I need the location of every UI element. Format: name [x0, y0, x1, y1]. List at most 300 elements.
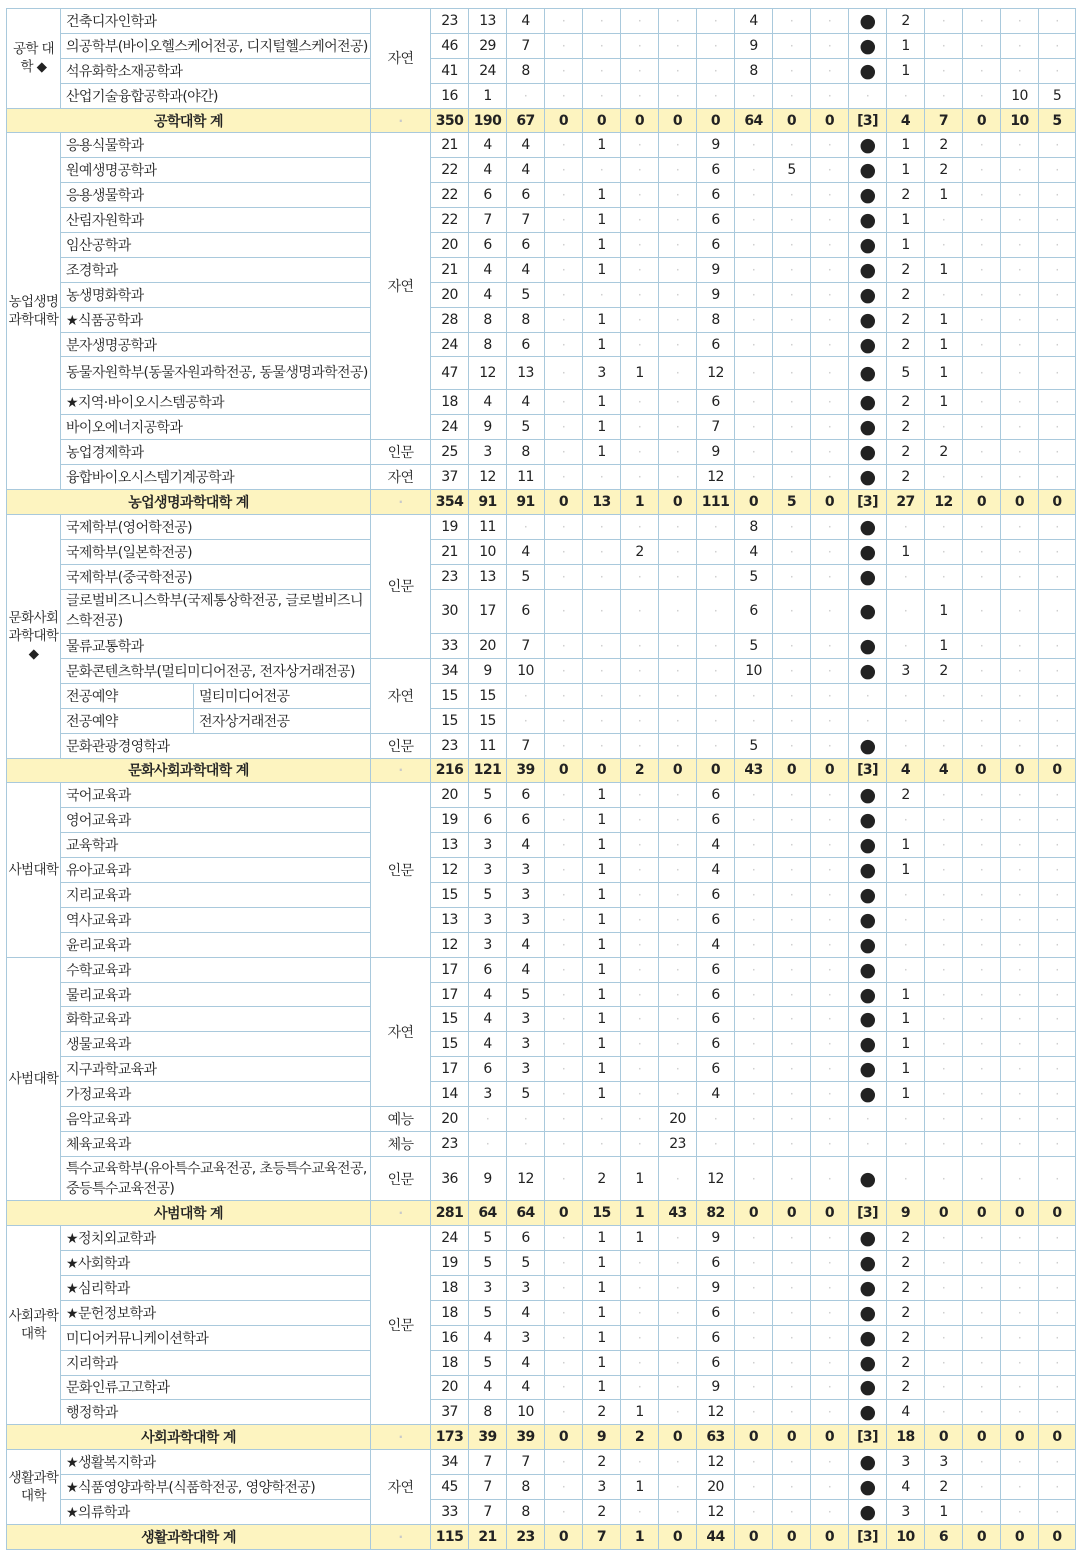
empty-cell: ·	[659, 9, 697, 34]
empty-cell: ·	[697, 9, 735, 34]
empty-cell: ·	[773, 233, 811, 258]
empty-cell: ·	[963, 783, 1001, 808]
empty-cell: ·	[1001, 133, 1039, 158]
quota-cell: 1	[621, 1400, 659, 1425]
empty-cell: ·	[659, 1275, 697, 1300]
empty-cell: ·	[1039, 1375, 1076, 1400]
total-cell: 0	[773, 1524, 811, 1549]
department-name-cell: 전공예약	[61, 683, 194, 708]
empty-cell: ·	[735, 1400, 773, 1425]
quota-cell: 6	[697, 332, 735, 357]
total-cell: 0	[963, 758, 1001, 783]
empty-cell: ·	[659, 957, 697, 982]
track-cell: 자연	[371, 465, 431, 490]
empty-cell: ·	[773, 1007, 811, 1032]
empty-cell: ·	[925, 415, 963, 440]
empty-cell: ·	[659, 883, 697, 908]
empty-cell: ·	[887, 907, 925, 932]
empty-cell: ·	[659, 808, 697, 833]
empty-cell: ·	[545, 33, 583, 58]
empty-cell: ·	[849, 1107, 887, 1132]
table-row	[7, 357, 1076, 390]
quota-cell: 8	[469, 307, 507, 332]
empty-cell: ·	[545, 957, 583, 982]
empty-cell: ·	[545, 1450, 583, 1475]
empty-cell: ·	[621, 907, 659, 932]
empty-cell: ·	[925, 9, 963, 34]
empty-cell: ·	[811, 683, 849, 708]
selection-mark: ●	[849, 440, 887, 465]
empty-cell: ·	[773, 307, 811, 332]
selection-mark: ●	[849, 357, 887, 390]
empty-cell: ·	[1039, 858, 1076, 883]
empty-cell: ·	[1001, 883, 1039, 908]
selection-mark: ●	[849, 589, 887, 634]
empty-cell: ·	[925, 1375, 963, 1400]
empty-cell: ·	[545, 883, 583, 908]
empty-cell: ·	[773, 390, 811, 415]
empty-cell: ·	[697, 1131, 735, 1156]
quota-cell: 23	[659, 1131, 697, 1156]
quota-cell: 6	[469, 957, 507, 982]
quota-cell: 6	[507, 332, 545, 357]
selection-mark: ●	[849, 1400, 887, 1425]
quota-cell: 4	[469, 1007, 507, 1032]
empty-cell: ·	[697, 683, 735, 708]
empty-cell: ·	[811, 883, 849, 908]
department-name-cell: 융합바이오시스템기계공학과	[61, 465, 371, 490]
selection-mark: ●	[849, 58, 887, 83]
empty-cell: ·	[1001, 440, 1039, 465]
quota-cell: 22	[431, 183, 469, 208]
empty-cell: ·	[925, 808, 963, 833]
empty-cell: ·	[963, 1082, 1001, 1107]
track-cell: 자연	[371, 133, 431, 440]
selection-mark: ●	[849, 415, 887, 440]
empty-cell: ·	[545, 1499, 583, 1524]
table-row	[7, 1156, 1076, 1201]
quota-cell: 1	[925, 390, 963, 415]
quota-cell: 4	[507, 133, 545, 158]
empty-cell: ·	[773, 33, 811, 58]
selection-mark: ●	[849, 465, 887, 490]
empty-cell: ·	[621, 1107, 659, 1132]
quota-cell: 1	[583, 1350, 621, 1375]
total-cell: 39	[469, 1425, 507, 1450]
total-cell: [3]	[849, 108, 887, 133]
empty-cell: ·	[735, 683, 773, 708]
table-row	[7, 1350, 1076, 1375]
quota-cell: 18	[431, 1275, 469, 1300]
track-cell: 인문	[371, 440, 431, 465]
total-cell: 0	[735, 490, 773, 515]
quota-cell: 2	[887, 783, 925, 808]
total-cell: 216	[431, 758, 469, 783]
empty-cell: ·	[1039, 907, 1076, 932]
table-row	[7, 58, 1076, 83]
empty-cell: ·	[1001, 307, 1039, 332]
empty-cell: ·	[963, 33, 1001, 58]
quota-cell: 6	[697, 1325, 735, 1350]
empty-cell: ·	[963, 440, 1001, 465]
total-cell: [3]	[849, 1425, 887, 1450]
quota-cell: 8	[469, 1400, 507, 1425]
empty-cell: ·	[1039, 1032, 1076, 1057]
empty-cell: ·	[1039, 33, 1076, 58]
empty-cell: ·	[659, 1375, 697, 1400]
quota-cell: 2	[887, 1226, 925, 1251]
quota-cell: 34	[431, 1450, 469, 1475]
empty-cell: ·	[887, 733, 925, 758]
quota-cell: 5	[469, 1226, 507, 1251]
quota-cell: 20	[431, 1107, 469, 1132]
quota-cell: 9	[697, 440, 735, 465]
quota-cell: 1	[887, 158, 925, 183]
empty-cell: ·	[583, 9, 621, 34]
empty-cell: ·	[659, 783, 697, 808]
empty-cell: ·	[1001, 1131, 1039, 1156]
track-cell: 인문	[371, 1226, 431, 1425]
empty-cell: ·	[925, 1007, 963, 1032]
empty-cell: ·	[1039, 357, 1076, 390]
empty-cell: ·	[773, 1226, 811, 1251]
quota-cell: 5	[1039, 83, 1076, 108]
quota-cell: 2	[925, 440, 963, 465]
empty-cell: ·	[545, 982, 583, 1007]
selection-mark: ●	[849, 1450, 887, 1475]
empty-cell: ·	[1001, 932, 1039, 957]
empty-cell: ·	[963, 357, 1001, 390]
empty-cell: ·	[735, 415, 773, 440]
empty-cell: ·	[659, 307, 697, 332]
empty-cell: ·	[735, 1057, 773, 1082]
department-name-cell: ★식품공학과	[61, 307, 371, 332]
empty-cell: ·	[811, 83, 849, 108]
empty-cell: ·	[773, 858, 811, 883]
department-name-cell: 영어교육과	[61, 808, 371, 833]
quota-cell: 2	[887, 390, 925, 415]
empty-cell: ·	[1039, 58, 1076, 83]
selection-mark: ●	[849, 1226, 887, 1251]
quota-cell: 12	[697, 1400, 735, 1425]
empty-cell: ·	[773, 1450, 811, 1475]
track-cell: 자연	[371, 957, 431, 1106]
total-cell: 0	[659, 108, 697, 133]
empty-cell: ·	[621, 307, 659, 332]
empty-cell: ·	[583, 658, 621, 683]
empty-cell: ·	[773, 1251, 811, 1276]
empty-cell: ·	[811, 1007, 849, 1032]
empty-cell: ·	[507, 1131, 545, 1156]
quota-cell: 12	[431, 858, 469, 883]
quota-cell: 20	[431, 1375, 469, 1400]
empty-cell: ·	[1001, 1251, 1039, 1276]
empty-cell: ·	[963, 133, 1001, 158]
total-cell: [3]	[849, 490, 887, 515]
selection-mark: ●	[849, 158, 887, 183]
empty-cell: ·	[925, 33, 963, 58]
total-cell: 44	[697, 1524, 735, 1549]
empty-cell: ·	[773, 1032, 811, 1057]
quota-cell: 6	[697, 158, 735, 183]
quota-cell: 13	[431, 907, 469, 932]
empty-cell: ·	[925, 1107, 963, 1132]
empty-cell: ·	[1001, 1275, 1039, 1300]
total-cell: 7	[925, 108, 963, 133]
empty-cell: ·	[811, 357, 849, 390]
quota-cell: 22	[431, 208, 469, 233]
quota-cell: 25	[431, 440, 469, 465]
empty-cell: ·	[963, 883, 1001, 908]
empty-cell: ·	[659, 1300, 697, 1325]
total-cell: 64	[507, 1201, 545, 1226]
quota-cell: 4	[469, 1375, 507, 1400]
empty-cell: ·	[925, 514, 963, 539]
quota-cell: 37	[431, 465, 469, 490]
empty-cell: ·	[773, 332, 811, 357]
empty-cell: ·	[811, 783, 849, 808]
quota-cell: 7	[507, 634, 545, 659]
quota-cell: 17	[431, 957, 469, 982]
track-cell: 인문	[371, 1156, 431, 1201]
empty-cell: ·	[545, 1300, 583, 1325]
empty-cell: ·	[1001, 733, 1039, 758]
quota-cell: 9	[469, 1156, 507, 1201]
total-label: 공학대학 계	[7, 108, 371, 133]
empty-cell: ·	[811, 658, 849, 683]
empty-cell: ·	[545, 589, 583, 634]
department-name-cell: 가정교육과	[61, 1082, 371, 1107]
empty-cell: ·	[659, 1450, 697, 1475]
selection-mark: ●	[849, 1251, 887, 1276]
quota-cell: 6	[697, 1057, 735, 1082]
empty-cell: ·	[659, 1325, 697, 1350]
empty-cell: ·	[545, 1275, 583, 1300]
selection-mark: ●	[849, 33, 887, 58]
quota-cell: 1	[621, 357, 659, 390]
empty-cell: ·	[583, 158, 621, 183]
quota-cell: 4	[469, 282, 507, 307]
table-row	[7, 415, 1076, 440]
quota-cell: 2	[887, 1350, 925, 1375]
quota-cell: 8	[735, 58, 773, 83]
empty-cell: ·	[1039, 808, 1076, 833]
quota-cell: 24	[431, 415, 469, 440]
selection-mark: ●	[849, 133, 887, 158]
quota-cell: 3	[469, 932, 507, 957]
empty-cell: ·	[1001, 465, 1039, 490]
empty-cell: ·	[583, 33, 621, 58]
quota-cell: 6	[697, 982, 735, 1007]
empty-cell: ·	[925, 1082, 963, 1107]
empty-cell: ·	[1039, 564, 1076, 589]
empty-cell: ·	[697, 514, 735, 539]
table-row	[7, 1131, 1076, 1156]
empty-cell: ·	[621, 733, 659, 758]
empty-cell: ·	[773, 539, 811, 564]
total-cell: 15	[583, 1201, 621, 1226]
empty-cell: ·	[659, 858, 697, 883]
empty-cell: ·	[545, 1251, 583, 1276]
quota-cell: 6	[697, 208, 735, 233]
total-cell: 7	[583, 1524, 621, 1549]
empty-cell: ·	[697, 733, 735, 758]
empty-cell: ·	[811, 1400, 849, 1425]
empty-cell: ·	[621, 183, 659, 208]
quota-cell: 6	[697, 1032, 735, 1057]
table-row	[7, 733, 1076, 758]
empty-cell: ·	[735, 1275, 773, 1300]
empty-cell: ·	[659, 932, 697, 957]
empty-cell: ·	[1039, 982, 1076, 1007]
quota-cell: 16	[431, 83, 469, 108]
quota-cell: 18	[431, 1300, 469, 1325]
empty-cell: ·	[545, 332, 583, 357]
empty-cell: ·	[621, 658, 659, 683]
quota-cell: 8	[507, 1499, 545, 1524]
quota-cell: 1	[583, 907, 621, 932]
empty-cell: ·	[659, 465, 697, 490]
empty-cell: ·	[545, 658, 583, 683]
empty-cell: ·	[773, 1375, 811, 1400]
quota-cell: 1	[887, 1007, 925, 1032]
empty-cell: ·	[1001, 907, 1039, 932]
total-cell: 0	[735, 1524, 773, 1549]
quota-cell: 18	[431, 1350, 469, 1375]
empty-cell: ·	[583, 634, 621, 659]
empty-cell: ·	[811, 1450, 849, 1475]
empty-cell: ·	[697, 589, 735, 634]
empty-cell: ·	[545, 733, 583, 758]
quota-cell: 6	[697, 1251, 735, 1276]
track-cell: 인문	[371, 514, 431, 658]
total-cell: 39	[507, 1425, 545, 1450]
empty-cell: ·	[545, 564, 583, 589]
empty-cell: ·	[621, 83, 659, 108]
empty-cell: ·	[659, 233, 697, 258]
empty-cell: ·	[1001, 1082, 1039, 1107]
empty-cell: ·	[963, 1475, 1001, 1500]
empty-cell: ·	[1039, 514, 1076, 539]
table-row	[7, 783, 1076, 808]
empty-cell: ·	[1039, 658, 1076, 683]
selection-mark: ●	[849, 257, 887, 282]
quota-cell: 3	[469, 858, 507, 883]
empty-cell: ·	[659, 332, 697, 357]
department-name-cell: ★의류학과	[61, 1499, 371, 1524]
quota-cell: 24	[469, 58, 507, 83]
empty-cell: ·	[925, 1057, 963, 1082]
department-name-cell: 농생명화학과	[61, 282, 371, 307]
quota-cell: 1	[887, 33, 925, 58]
department-name-cell: 분자생명공학과	[61, 332, 371, 357]
empty-cell: ·	[1001, 58, 1039, 83]
quota-cell: 7	[697, 415, 735, 440]
quota-cell: 18	[431, 390, 469, 415]
quota-cell: 3	[507, 1007, 545, 1032]
empty-cell: ·	[621, 1057, 659, 1082]
empty-cell: ·	[773, 1475, 811, 1500]
department-name-cell: ★정치외교학과	[61, 1226, 371, 1251]
empty-cell: ·	[659, 1350, 697, 1375]
total-row	[7, 490, 1076, 515]
quota-cell: 1	[887, 1082, 925, 1107]
quota-cell: 6	[697, 233, 735, 258]
total-cell: 0	[735, 1425, 773, 1450]
quota-cell: 3	[925, 1450, 963, 1475]
empty-cell: ·	[1001, 982, 1039, 1007]
quota-cell: 7	[507, 33, 545, 58]
total-cell: 9	[887, 1201, 925, 1226]
selection-mark: ●	[849, 1300, 887, 1325]
empty-cell: ·	[887, 1131, 925, 1156]
quota-cell: 1	[925, 589, 963, 634]
empty-cell: ·	[811, 1131, 849, 1156]
quota-cell: 1	[621, 1226, 659, 1251]
empty-cell: ·	[545, 133, 583, 158]
total-cell: 0	[1001, 1201, 1039, 1226]
empty-cell: ·	[735, 808, 773, 833]
empty-cell: ·	[735, 1082, 773, 1107]
total-cell: 0	[963, 490, 1001, 515]
empty-cell: ·	[1001, 9, 1039, 34]
empty-cell: ·	[887, 514, 925, 539]
total-cell: 1	[621, 1524, 659, 1549]
empty-cell: ·	[963, 1107, 1001, 1132]
table-row	[7, 83, 1076, 108]
empty-cell: ·	[583, 708, 621, 733]
empty-cell: ·	[659, 58, 697, 83]
quota-cell: 9	[697, 282, 735, 307]
selection-mark: ●	[849, 1032, 887, 1057]
empty-cell: ·	[621, 858, 659, 883]
selection-mark: ●	[849, 733, 887, 758]
total-cell: 2	[621, 1425, 659, 1450]
selection-mark: ●	[849, 1499, 887, 1524]
table-row	[7, 907, 1076, 932]
empty-cell: ·	[1039, 1156, 1076, 1201]
empty-cell: ·	[887, 683, 925, 708]
empty-cell: ·	[1039, 539, 1076, 564]
empty-cell: ·	[1039, 282, 1076, 307]
empty-cell: ·	[1001, 183, 1039, 208]
college-name-cell: 사범대학	[7, 783, 61, 957]
total-cell: 43	[659, 1201, 697, 1226]
total-cell: 281	[431, 1201, 469, 1226]
empty-cell: ·	[811, 1251, 849, 1276]
empty-cell: ·	[925, 1325, 963, 1350]
quota-cell: 3	[887, 1450, 925, 1475]
empty-cell: ·	[621, 415, 659, 440]
quota-cell: 5	[507, 564, 545, 589]
quota-cell: 1	[583, 932, 621, 957]
quota-cell: 3	[507, 883, 545, 908]
total-cell: 0	[1039, 758, 1076, 783]
total-cell: 10	[887, 1524, 925, 1549]
empty-cell: ·	[1001, 33, 1039, 58]
empty-cell: ·	[1039, 307, 1076, 332]
empty-cell: ·	[811, 858, 849, 883]
total-cell: 0	[963, 1524, 1001, 1549]
college-name-cell: 농업생명 과학대학	[7, 133, 61, 490]
empty-cell: ·	[507, 683, 545, 708]
empty-cell: ·	[811, 1057, 849, 1082]
empty-cell: ·	[963, 83, 1001, 108]
quota-cell: 20	[469, 634, 507, 659]
table-row	[7, 808, 1076, 833]
total-cell: [3]	[849, 1201, 887, 1226]
total-cell: 0	[659, 1425, 697, 1450]
